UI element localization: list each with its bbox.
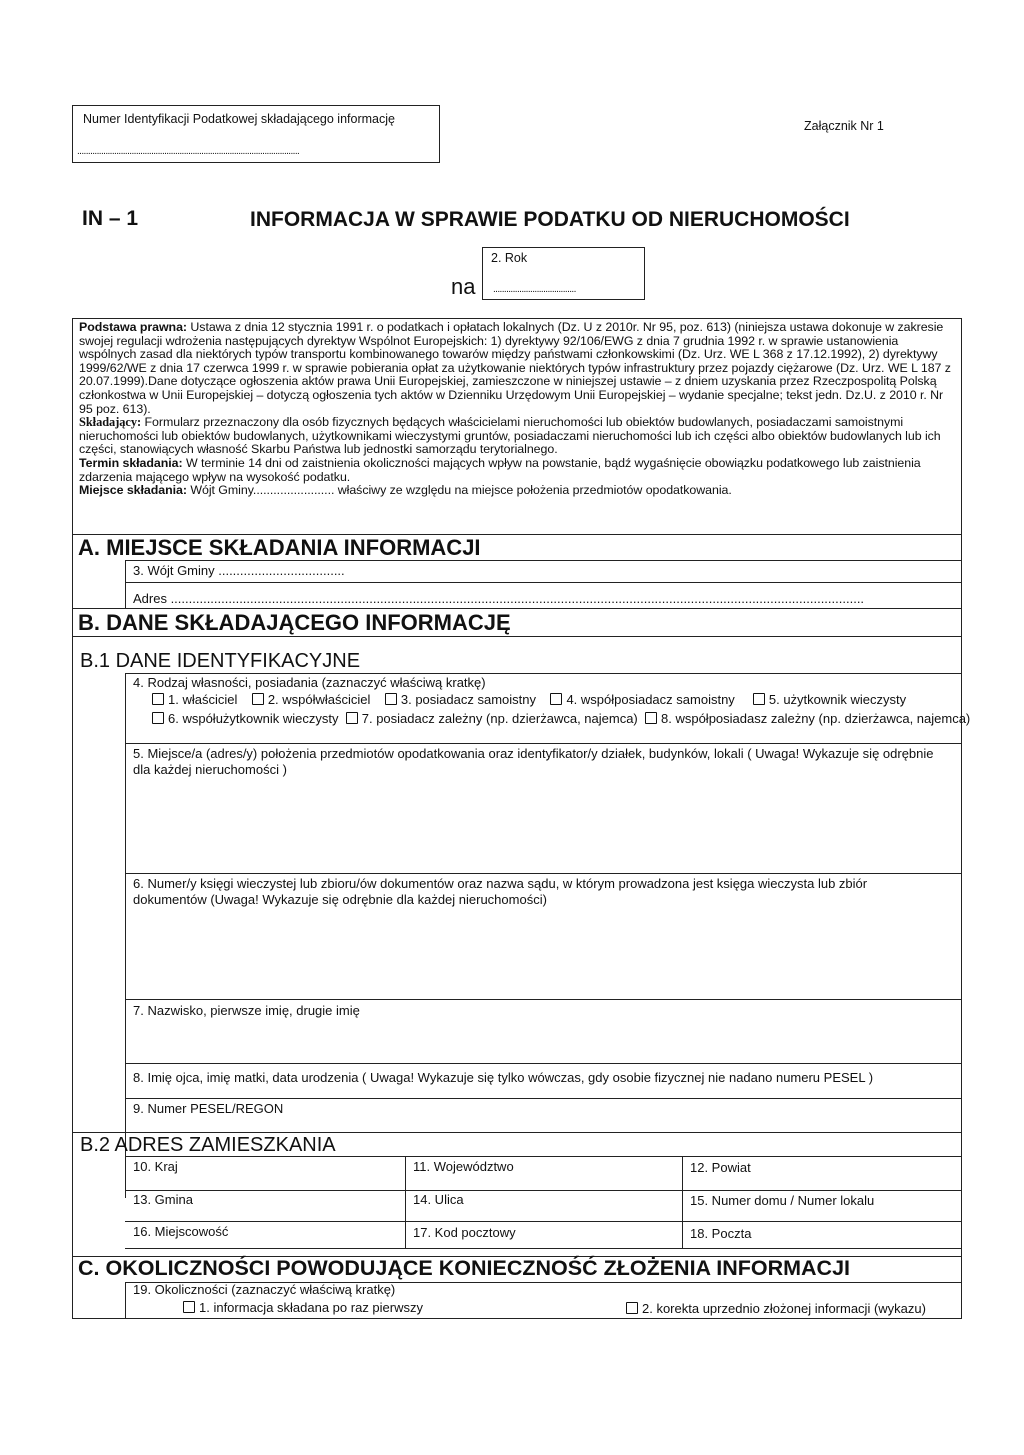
legal-place-label: Miejsce składania: [79, 483, 187, 498]
ownership-option-3[interactable] [385, 692, 536, 707]
field-10-country[interactable]: 10. Kraj [133, 1159, 178, 1174]
section-b-title: B. DANE SKŁADAJĄCEGO INFORMACJĘ [78, 610, 511, 635]
divider [125, 1098, 962, 1099]
circumstance-option-2[interactable] [626, 1301, 926, 1316]
checkbox-icon[interactable] [385, 693, 397, 705]
ownership-option-5[interactable] [753, 692, 906, 707]
legal-filer [79, 416, 958, 457]
legal-text [79, 321, 958, 498]
checkbox-icon[interactable] [626, 1302, 638, 1314]
field-12-county[interactable]: 12. Powiat [690, 1160, 751, 1175]
page-title: INFORMACJA W SPRAWIE PODATKU OD NIERUCHOMOŚCI [250, 208, 850, 231]
legal-basis-text: Ustawa z dnia 12 stycznia 1991 r. o podatkach i opłatach lokalnych (Dz. U z 2010r. Nr 95, poz. 613) (niniejsza ustawa dokonuje w zakresie swojej regulacji wdrożenia następujących dyrektyw Wspólnot Europejskich: 1) dyrektywy 92/106/EWG z dnia 7 grudnia 1992 r. w sprawie ustanowienia wspólnych zasad dla niektórych typów transportu kombinowanego towarów między państwami członkowskimi (Dz. Urz. WE L 368 z 17.12.1992), 2) dyrektywy 1999/62/WE z dnia 17 czerwca 1999 r. w sprawie pobierania opłat za użytkowanie niektórych typów infrastruktury przez pojazdy ciężarowe (Dz. Urz. WE L 187 z 20.07.1999).Dane dotyczące ogłoszenia aktów prawa Unii Europejskiej, zamieszczone w niniejszej ustawie – z dniem uzyskania przez Rzeczpospolitą Polską członkostwa w Unii Europejskiej – dotyczą ogłoszenia tych aktów w Dzienniku Urzędowym Unii Europejskiej – wydanie specjalne; tekst jedn. Dz.U. z 2010 r. Nr 95 poz. 613). [79, 320, 951, 416]
legal-deadline [79, 457, 958, 484]
nip-label: Numer Identyfikacji Podatkowej składającego informację [83, 112, 395, 126]
divider [72, 636, 962, 637]
na-label: na [451, 274, 476, 299]
ownership-option-5-label: 5. użytkownik wieczysty [768, 692, 907, 707]
divider [125, 560, 126, 608]
ownership-option-2-label: 2. współwłaściciel [267, 692, 371, 707]
address-field[interactable]: Adres ................................................................................................................................................................................................ [133, 591, 865, 606]
legal-place-text: Wójt Gminy........................ właściwy ze względu na miejsce położenia przedmiotów opodatkowania. [190, 483, 732, 498]
divider [125, 1221, 962, 1222]
circumstance-option-2-label: 2. korekta uprzednio złożonej informacji (wykazu) [642, 1301, 926, 1316]
form-code: IN – 1 [82, 207, 139, 230]
divider [125, 673, 962, 674]
divider [125, 743, 962, 744]
field-7-name[interactable]: 7. Nazwisko, pierwsze imię, drugie imię [133, 1003, 360, 1018]
ownership-option-1[interactable] [152, 692, 237, 707]
divider [125, 582, 962, 583]
field-11-voivodeship[interactable]: 11. Województwo [413, 1159, 514, 1174]
legal-basis [79, 321, 958, 416]
field-3-municipality[interactable]: 3. Wójt Gminy ................................... [133, 563, 345, 578]
divider [72, 608, 962, 609]
ownership-option-7-label: 7. posiadacz zależny (np. dzierżawca, najemca) [361, 711, 638, 726]
ownership-option-8-label: 8. współposiadasz zależny (np. dzierżawca, najemca) [661, 711, 971, 726]
checkbox-icon[interactable] [152, 693, 164, 705]
circumstance-option-1-label: 1. informacja składana po raz pierwszy [199, 1300, 423, 1315]
year-box[interactable] [482, 247, 645, 300]
ownership-option-4[interactable] [550, 692, 734, 707]
divider [405, 1156, 406, 1248]
divider [682, 1156, 683, 1248]
legal-deadline-label: Termin składania: [79, 455, 183, 470]
ownership-row-1 [152, 692, 906, 707]
ownership-option-4-label: 4. współposiadacz samoistny [566, 692, 735, 707]
ownership-option-1-label: 1. właściciel [168, 692, 238, 707]
frame-right [961, 530, 962, 1318]
checkbox-icon[interactable] [183, 1301, 195, 1313]
field-16-city[interactable]: 16. Miejscowość [133, 1224, 229, 1239]
legal-place [79, 484, 958, 498]
year-label: 2. Rok [491, 251, 528, 265]
nip-box[interactable] [72, 105, 440, 163]
checkbox-icon[interactable] [550, 693, 562, 705]
field-15-house-number[interactable]: 15. Numer domu / Numer lokalu [690, 1193, 875, 1208]
section-a-title: A. MIEJSCE SKŁADANIA INFORMACJI [78, 535, 481, 560]
circumstance-option-1[interactable] [183, 1300, 423, 1315]
divider [125, 1190, 962, 1191]
field-6-land-register[interactable]: 6. Numer/y księgi wieczystej lub zbioru/ów dokumentów oraz nazwa sądu, w którym prowadzona jest księga wieczysta lub zbiór dokumentów (Uwaga! Wykazuje się odrębnie dla każdej nieruchomości) [133, 876, 868, 907]
divider [125, 1282, 126, 1318]
field-14-street[interactable]: 14. Ulica [413, 1192, 464, 1207]
checkbox-icon[interactable] [152, 712, 164, 724]
section-c-title: C. OKOLICZNOŚCI POWODUJĄCE KONIECZNOŚĆ ZŁOŻENIA INFORMACJI [78, 1256, 851, 1280]
divider [125, 873, 962, 874]
checkbox-icon[interactable] [645, 712, 657, 724]
divider [125, 1156, 962, 1157]
b1-title: B.1 DANE IDENTYFIKACYJNE [80, 650, 361, 672]
field-4-label: 4. Rodzaj własności, posiadania (zaznaczyć właściwą kratkę) [133, 675, 486, 690]
field-18-post-office[interactable]: 18. Poczta [690, 1226, 752, 1241]
field-5-location[interactable]: 5. Miejsce/a (adres/y) położenia przedmiotów opodatkowania oraz identyfikator/y działek, budynków, lokali ( Uwaga! Wykazuje się odrębnie dla każdej nieruchomości ) [133, 746, 934, 777]
ownership-option-3-label: 3. posiadacz samoistny [400, 692, 536, 707]
legal-basis-label: Podstawa prawna: [79, 320, 187, 334]
divider [72, 1132, 962, 1133]
b2-title: B.2 ADRES ZAMIESZKANIA [80, 1134, 336, 1156]
checkbox-icon[interactable] [753, 693, 765, 705]
divider [125, 1063, 962, 1064]
legal-filer-label: Składający: [79, 415, 142, 430]
field-9-pesel[interactable]: 9. Numer PESEL/REGON [133, 1101, 284, 1116]
ownership-option-8[interactable] [645, 711, 970, 726]
ownership-option-6-label: 6. współużytkownik wieczysty [168, 711, 339, 726]
field-17-postal-code[interactable]: 17. Kod pocztowy [413, 1225, 516, 1240]
ownership-option-7[interactable] [346, 711, 638, 726]
ownership-row-2 [152, 711, 970, 726]
field-13-commune[interactable]: 13. Gmina [133, 1192, 193, 1207]
legal-deadline-text: W terminie 14 dni od zaistnienia okoliczności mających wpływ na powstanie, bądź wygaśnięcie obowiązku podatkowego lub zaistnienia zdarzenia mającego wpływ na wysokość podatku. [79, 455, 921, 484]
legal-filer-text: Formularz przeznaczony dla osób fizycznych będących właścicielami nieruchomości lub obiektów budowlanych, posiadaczami samoistnymi nieruchomości lub obiektów budowlanych, użytkownikami wieczystymi gruntów, posiadaczami nieruchomości lub ich części albo obiektów budowlanych lub ich części, stanowiących własność Skarbu Państwa lub jednostki samorządu terytorialnego. [79, 415, 941, 457]
divider [125, 1248, 962, 1249]
field-19-label: 19. Okoliczności (zaznaczyć właściwą kratkę) [133, 1282, 396, 1297]
nip-dots: ...................................................................................................... [77, 146, 300, 157]
checkbox-icon[interactable] [346, 712, 358, 724]
attachment-label: Załącznik Nr 1 [804, 119, 884, 133]
ownership-option-2[interactable] [252, 692, 371, 707]
divider [125, 560, 962, 561]
year-dots: ...................................... [493, 284, 576, 295]
divider [125, 999, 962, 1000]
frame-bottom [72, 1318, 962, 1319]
ownership-option-6[interactable] [152, 711, 339, 726]
frame-left [72, 530, 73, 1318]
checkbox-icon[interactable] [252, 693, 264, 705]
field-8-parents-birthdate[interactable]: 8. Imię ojca, imię matki, data urodzenia ( Uwaga! Wykazuje się tylko wówczas, gdy osobie fizycznej nie nadano numeru PESEL ) [133, 1070, 874, 1085]
divider [125, 673, 126, 1198]
